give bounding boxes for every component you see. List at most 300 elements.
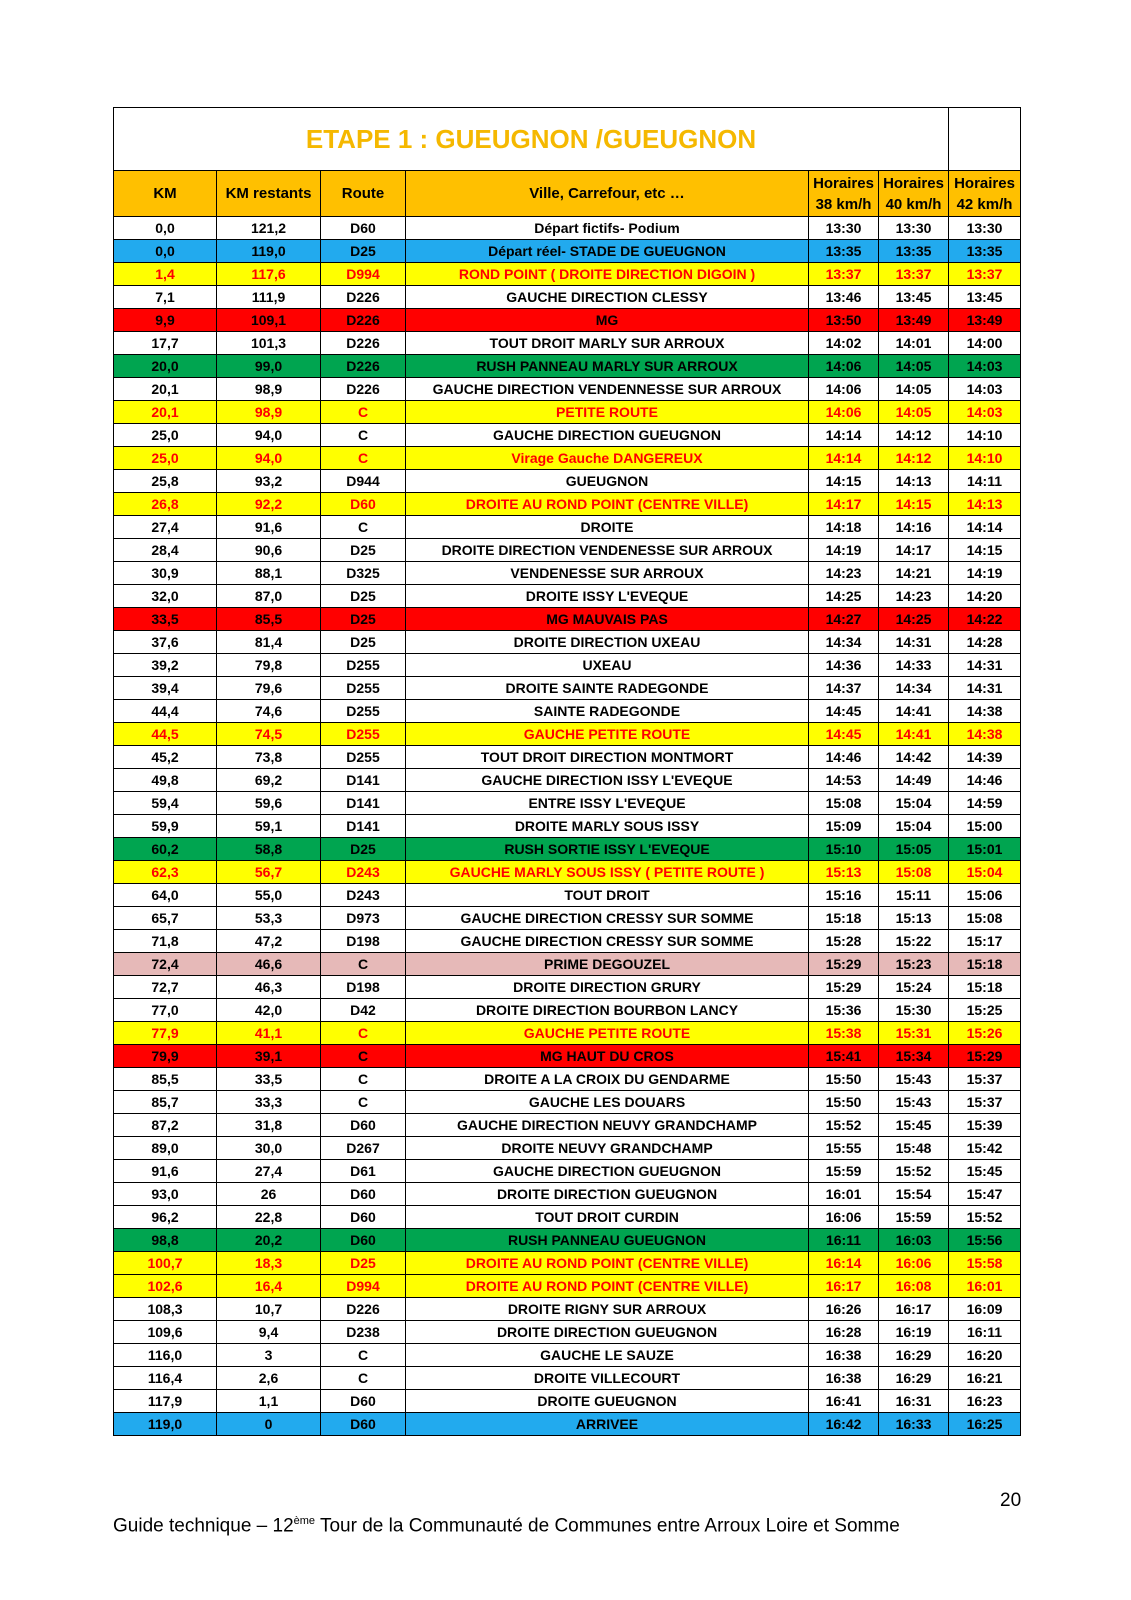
cell-horaire-38: 16:38	[809, 1367, 879, 1390]
cell-horaire-38: 16:28	[809, 1321, 879, 1344]
cell-horaire-42: 14:46	[949, 769, 1021, 792]
cell-km-restants: 91,6	[217, 516, 321, 539]
cell-km: 77,9	[114, 1022, 217, 1045]
cell-horaire-42: 14:38	[949, 700, 1021, 723]
cell-km-restants: 69,2	[217, 769, 321, 792]
cell-route: C	[321, 516, 406, 539]
table-row	[114, 240, 1021, 263]
header-horaires-40-line1: Horaires	[883, 174, 944, 192]
cell-km-restants: 22,8	[217, 1206, 321, 1229]
cell-km: 62,3	[114, 861, 217, 884]
cell-horaire-40: 15:43	[879, 1068, 949, 1091]
cell-horaire-40: 14:42	[879, 746, 949, 769]
cell-km: 7,1	[114, 286, 217, 309]
cell-km-restants: 26	[217, 1183, 321, 1206]
cell-ville: DROITE NEUVY GRANDCHAMP	[406, 1137, 809, 1160]
cell-horaire-42: 16:01	[949, 1275, 1021, 1298]
cell-km-restants: 58,8	[217, 838, 321, 861]
cell-km: 98,8	[114, 1229, 217, 1252]
table-row	[114, 792, 1021, 815]
table-row	[114, 746, 1021, 769]
cell-km-restants: 53,3	[217, 907, 321, 930]
cell-horaire-42: 14:03	[949, 378, 1021, 401]
cell-km-restants: 93,2	[217, 470, 321, 493]
cell-horaire-38: 15:59	[809, 1160, 879, 1183]
table-row	[114, 999, 1021, 1022]
cell-horaire-40: 16:06	[879, 1252, 949, 1275]
cell-horaire-40: 14:21	[879, 562, 949, 585]
table-row	[114, 1137, 1021, 1160]
cell-route: D255	[321, 723, 406, 746]
cell-horaire-40: 15:04	[879, 815, 949, 838]
cell-km: 20,1	[114, 378, 217, 401]
cell-horaire-38: 16:14	[809, 1252, 879, 1275]
cell-horaire-42: 16:23	[949, 1390, 1021, 1413]
cell-route: D25	[321, 838, 406, 861]
cell-route: D255	[321, 700, 406, 723]
cell-horaire-40: 15:22	[879, 930, 949, 953]
cell-route: D255	[321, 746, 406, 769]
cell-ville: RUSH PANNEAU GUEUGNON	[406, 1229, 809, 1252]
cell-km-restants: 1,1	[217, 1390, 321, 1413]
cell-km: 49,8	[114, 769, 217, 792]
table-row	[114, 217, 1021, 240]
cell-km-restants: 16,4	[217, 1275, 321, 1298]
table-row	[114, 1206, 1021, 1229]
cell-horaire-38: 15:10	[809, 838, 879, 861]
cell-horaire-40: 14:05	[879, 378, 949, 401]
cell-horaire-38: 16:17	[809, 1275, 879, 1298]
cell-km: 60,2	[114, 838, 217, 861]
cell-horaire-40: 15:59	[879, 1206, 949, 1229]
cell-horaire-38: 13:35	[809, 240, 879, 263]
table-row	[114, 1367, 1021, 1390]
table-row	[114, 1344, 1021, 1367]
cell-km: 85,5	[114, 1068, 217, 1091]
cell-km-restants: 3	[217, 1344, 321, 1367]
cell-horaire-42: 14:31	[949, 654, 1021, 677]
cell-horaire-38: 14:34	[809, 631, 879, 654]
cell-horaire-40: 16:33	[879, 1413, 949, 1436]
cell-ville: VENDENESSE SUR ARROUX	[406, 562, 809, 585]
cell-horaire-42: 15:08	[949, 907, 1021, 930]
table-row	[114, 631, 1021, 654]
cell-horaire-40: 14:12	[879, 447, 949, 470]
cell-horaire-42: 14:39	[949, 746, 1021, 769]
cell-ville: GAUCHE DIRECTION VENDENNESSE SUR ARROUX	[406, 378, 809, 401]
cell-horaire-38: 14:25	[809, 585, 879, 608]
cell-horaire-40: 14:15	[879, 493, 949, 516]
cell-horaire-40: 15:31	[879, 1022, 949, 1045]
cell-km: 87,2	[114, 1114, 217, 1137]
table-row	[114, 1275, 1021, 1298]
cell-horaire-38: 15:29	[809, 976, 879, 999]
table-row	[114, 1252, 1021, 1275]
table-row	[114, 838, 1021, 861]
cell-horaire-38: 14:45	[809, 723, 879, 746]
cell-ville: RUSH PANNEAU MARLY SUR ARROUX	[406, 355, 809, 378]
cell-horaire-42: 15:26	[949, 1022, 1021, 1045]
cell-horaire-42: 15:56	[949, 1229, 1021, 1252]
cell-ville: TOUT DROIT MARLY SUR ARROUX	[406, 332, 809, 355]
cell-ville: GAUCHE PETITE ROUTE	[406, 1022, 809, 1045]
cell-horaire-38: 16:26	[809, 1298, 879, 1321]
cell-route: C	[321, 953, 406, 976]
cell-km-restants: 73,8	[217, 746, 321, 769]
cell-route: C	[321, 1022, 406, 1045]
cell-ville: DROITE	[406, 516, 809, 539]
table-row	[114, 654, 1021, 677]
cell-horaire-40: 15:11	[879, 884, 949, 907]
cell-ville: ENTRE ISSY L'EVEQUE	[406, 792, 809, 815]
cell-ville: DROITE MARLY SOUS ISSY	[406, 815, 809, 838]
cell-km: 39,2	[114, 654, 217, 677]
cell-horaire-38: 15:29	[809, 953, 879, 976]
cell-horaire-38: 14:23	[809, 562, 879, 585]
cell-km: 20,1	[114, 401, 217, 424]
table-row	[114, 1068, 1021, 1091]
cell-horaire-42: 13:35	[949, 240, 1021, 263]
cell-horaire-38: 16:41	[809, 1390, 879, 1413]
cell-horaire-42: 13:30	[949, 217, 1021, 240]
cell-horaire-40: 14:16	[879, 516, 949, 539]
table-row	[114, 1160, 1021, 1183]
cell-km-restants: 119,0	[217, 240, 321, 263]
cell-route: C	[321, 447, 406, 470]
cell-km: 102,6	[114, 1275, 217, 1298]
cell-horaire-42: 14:15	[949, 539, 1021, 562]
cell-km: 32,0	[114, 585, 217, 608]
cell-horaire-40: 15:30	[879, 999, 949, 1022]
cell-km: 59,9	[114, 815, 217, 838]
table-row	[114, 700, 1021, 723]
cell-ville: GAUCHE LE SAUZE	[406, 1344, 809, 1367]
cell-km-restants: 98,9	[217, 378, 321, 401]
cell-route: C	[321, 424, 406, 447]
cell-route: D60	[321, 1183, 406, 1206]
cell-horaire-38: 14:14	[809, 424, 879, 447]
cell-km-restants: 39,1	[217, 1045, 321, 1068]
cell-horaire-42: 14:11	[949, 470, 1021, 493]
cell-horaire-38: 15:38	[809, 1022, 879, 1045]
table-row	[114, 401, 1021, 424]
cell-km-restants: 121,2	[217, 217, 321, 240]
cell-horaire-38: 14:17	[809, 493, 879, 516]
cell-route: D60	[321, 493, 406, 516]
cell-km: 96,2	[114, 1206, 217, 1229]
cell-ville: MG	[406, 309, 809, 332]
cell-horaire-38: 15:13	[809, 861, 879, 884]
cell-horaire-42: 15:45	[949, 1160, 1021, 1183]
cell-km-restants: 2,6	[217, 1367, 321, 1390]
cell-route: D61	[321, 1160, 406, 1183]
table-row	[114, 608, 1021, 631]
cell-km-restants: 94,0	[217, 447, 321, 470]
cell-km-restants: 90,6	[217, 539, 321, 562]
cell-km-restants: 74,5	[217, 723, 321, 746]
cell-route: D141	[321, 769, 406, 792]
header-horaires-40-line2: 40 km/h	[885, 195, 942, 213]
table-row	[114, 1413, 1021, 1436]
cell-horaire-42: 15:17	[949, 930, 1021, 953]
cell-route: D60	[321, 1206, 406, 1229]
cell-km: 72,7	[114, 976, 217, 999]
table-row	[114, 263, 1021, 286]
cell-km: 44,5	[114, 723, 217, 746]
cell-km-restants: 27,4	[217, 1160, 321, 1183]
cell-ville: DROITE AU ROND POINT (CENTRE VILLE)	[406, 1252, 809, 1275]
cell-km-restants: 99,0	[217, 355, 321, 378]
header-ville: Ville, Carrefour, etc …	[406, 171, 809, 217]
cell-horaire-42: 14:10	[949, 424, 1021, 447]
cell-route: D226	[321, 378, 406, 401]
cell-ville: GAUCHE DIRECTION CLESSY	[406, 286, 809, 309]
cell-km: 65,7	[114, 907, 217, 930]
cell-ville: DROITE ISSY L'EVEQUE	[406, 585, 809, 608]
table-row	[114, 1298, 1021, 1321]
cell-route: D994	[321, 263, 406, 286]
cell-ville: GUEUGNON	[406, 470, 809, 493]
cell-km-restants: 46,3	[217, 976, 321, 999]
cell-horaire-42: 15:01	[949, 838, 1021, 861]
cell-horaire-38: 16:11	[809, 1229, 879, 1252]
table-row	[114, 861, 1021, 884]
cell-horaire-42: 14:10	[949, 447, 1021, 470]
cell-km-restants: 9,4	[217, 1321, 321, 1344]
cell-horaire-40: 15:54	[879, 1183, 949, 1206]
route-table	[113, 107, 1021, 1436]
cell-horaire-40: 15:34	[879, 1045, 949, 1068]
cell-km: 64,0	[114, 884, 217, 907]
cell-horaire-38: 15:09	[809, 815, 879, 838]
cell-horaire-40: 14:23	[879, 585, 949, 608]
cell-km: 119,0	[114, 1413, 217, 1436]
cell-km-restants: 87,0	[217, 585, 321, 608]
cell-ville: DROITE DIRECTION GUEUGNON	[406, 1183, 809, 1206]
cell-route: D198	[321, 976, 406, 999]
cell-km: 33,5	[114, 608, 217, 631]
cell-route: D226	[321, 309, 406, 332]
cell-horaire-38: 15:16	[809, 884, 879, 907]
cell-horaire-40: 16:08	[879, 1275, 949, 1298]
cell-km-restants: 42,0	[217, 999, 321, 1022]
cell-ville: DROITE A LA CROIX DU GENDARME	[406, 1068, 809, 1091]
page-number: 20	[1000, 1490, 1022, 1511]
table-row	[114, 286, 1021, 309]
cell-horaire-42: 16:09	[949, 1298, 1021, 1321]
cell-horaire-38: 16:42	[809, 1413, 879, 1436]
cell-km: 100,7	[114, 1252, 217, 1275]
cell-ville: MG HAUT DU CROS	[406, 1045, 809, 1068]
cell-route: C	[321, 1045, 406, 1068]
cell-ville: PETITE ROUTE	[406, 401, 809, 424]
cell-horaire-40: 15:48	[879, 1137, 949, 1160]
cell-route: D25	[321, 240, 406, 263]
cell-horaire-42: 14:59	[949, 792, 1021, 815]
cell-ville: DROITE RIGNY SUR ARROUX	[406, 1298, 809, 1321]
cell-km: 109,6	[114, 1321, 217, 1344]
cell-horaire-42: 16:21	[949, 1367, 1021, 1390]
table-row	[114, 447, 1021, 470]
cell-route: D226	[321, 332, 406, 355]
table-row	[114, 907, 1021, 930]
cell-km-restants: 55,0	[217, 884, 321, 907]
cell-horaire-38: 15:18	[809, 907, 879, 930]
cell-km: 0,0	[114, 240, 217, 263]
cell-km-restants: 117,6	[217, 263, 321, 286]
cell-km-restants: 41,1	[217, 1022, 321, 1045]
cell-horaire-40: 14:31	[879, 631, 949, 654]
cell-horaire-38: 14:14	[809, 447, 879, 470]
cell-horaire-38: 14:19	[809, 539, 879, 562]
cell-km: 28,4	[114, 539, 217, 562]
cell-ville: GAUCHE DIRECTION CRESSY SUR SOMME	[406, 930, 809, 953]
table-row	[114, 585, 1021, 608]
table-row	[114, 562, 1021, 585]
cell-route: C	[321, 1068, 406, 1091]
cell-horaire-40: 14:05	[879, 355, 949, 378]
cell-ville: GAUCHE DIRECTION GUEUGNON	[406, 424, 809, 447]
cell-horaire-40: 16:31	[879, 1390, 949, 1413]
cell-horaire-40: 15:23	[879, 953, 949, 976]
cell-horaire-38: 14:45	[809, 700, 879, 723]
cell-ville: ROND POINT ( DROITE DIRECTION DIGOIN )	[406, 263, 809, 286]
cell-km-restants: 10,7	[217, 1298, 321, 1321]
table-row	[114, 884, 1021, 907]
cell-horaire-40: 14:34	[879, 677, 949, 700]
cell-ville: DROITE SAINTE RADEGONDE	[406, 677, 809, 700]
table-row	[114, 1091, 1021, 1114]
cell-km-restants: 33,3	[217, 1091, 321, 1114]
cell-horaire-42: 15:00	[949, 815, 1021, 838]
cell-horaire-42: 15:47	[949, 1183, 1021, 1206]
table-row	[114, 1229, 1021, 1252]
cell-km-restants: 94,0	[217, 424, 321, 447]
cell-route: D243	[321, 861, 406, 884]
cell-horaire-38: 16:01	[809, 1183, 879, 1206]
cell-route: D25	[321, 1252, 406, 1275]
cell-ville: DROITE DIRECTION VENDENESSE SUR ARROUX	[406, 539, 809, 562]
cell-km-restants: 88,1	[217, 562, 321, 585]
header-km: KM	[114, 171, 217, 217]
cell-horaire-42: 14:14	[949, 516, 1021, 539]
cell-route: D267	[321, 1137, 406, 1160]
cell-route: D226	[321, 286, 406, 309]
cell-route: D944	[321, 470, 406, 493]
cell-km: 79,9	[114, 1045, 217, 1068]
table-row	[114, 516, 1021, 539]
cell-horaire-38: 14:06	[809, 355, 879, 378]
cell-ville: RUSH SORTIE ISSY L'EVEQUE	[406, 838, 809, 861]
cell-horaire-42: 14:20	[949, 585, 1021, 608]
cell-horaire-38: 14:06	[809, 378, 879, 401]
cell-horaire-40: 15:43	[879, 1091, 949, 1114]
cell-horaire-40: 14:25	[879, 608, 949, 631]
table-row	[114, 677, 1021, 700]
header-horaires-38-line1: Horaires	[813, 174, 874, 192]
cell-horaire-38: 15:36	[809, 999, 879, 1022]
cell-ville: GAUCHE DIRECTION GUEUGNON	[406, 1160, 809, 1183]
cell-horaire-40: 13:30	[879, 217, 949, 240]
cell-horaire-40: 13:45	[879, 286, 949, 309]
footer-superscript: ème	[293, 1515, 316, 1527]
cell-km-restants: 46,6	[217, 953, 321, 976]
header-row	[114, 171, 1021, 217]
cell-km: 45,2	[114, 746, 217, 769]
table-row	[114, 1114, 1021, 1137]
cell-km: 116,0	[114, 1344, 217, 1367]
table-row	[114, 769, 1021, 792]
cell-horaire-42: 14:19	[949, 562, 1021, 585]
cell-km: 89,0	[114, 1137, 217, 1160]
cell-ville: DROITE DIRECTION GRURY	[406, 976, 809, 999]
cell-horaire-42: 14:00	[949, 332, 1021, 355]
cell-km-restants: 56,7	[217, 861, 321, 884]
cell-km-restants: 74,6	[217, 700, 321, 723]
cell-route: C	[321, 1091, 406, 1114]
table-row	[114, 378, 1021, 401]
cell-horaire-42: 15:06	[949, 884, 1021, 907]
cell-horaire-40: 15:04	[879, 792, 949, 815]
cell-route: D25	[321, 608, 406, 631]
cell-km: 93,0	[114, 1183, 217, 1206]
cell-km: 9,9	[114, 309, 217, 332]
cell-km: 85,7	[114, 1091, 217, 1114]
cell-horaire-40: 15:05	[879, 838, 949, 861]
cell-route: D238	[321, 1321, 406, 1344]
cell-km-restants: 79,8	[217, 654, 321, 677]
cell-route: D60	[321, 1229, 406, 1252]
cell-horaire-42: 14:13	[949, 493, 1021, 516]
cell-route: D141	[321, 792, 406, 815]
cell-km: 108,3	[114, 1298, 217, 1321]
cell-horaire-40: 13:49	[879, 309, 949, 332]
cell-horaire-40: 14:12	[879, 424, 949, 447]
cell-horaire-38: 14:02	[809, 332, 879, 355]
footer-prefix: Guide technique – 12	[113, 1515, 294, 1537]
cell-km: 39,4	[114, 677, 217, 700]
header-km-restants: KM restants	[217, 171, 321, 217]
footer-suffix: Tour de la Communauté de Communes entre Arroux Loire et Somme	[315, 1515, 900, 1537]
cell-km-restants: 101,3	[217, 332, 321, 355]
cell-horaire-42: 16:25	[949, 1413, 1021, 1436]
cell-km: 26,8	[114, 493, 217, 516]
cell-horaire-38: 16:06	[809, 1206, 879, 1229]
cell-horaire-38: 14:53	[809, 769, 879, 792]
cell-ville: Virage Gauche DANGEREUX	[406, 447, 809, 470]
title-row	[114, 108, 1021, 171]
cell-km-restants: 109,1	[217, 309, 321, 332]
cell-horaire-38: 14:06	[809, 401, 879, 424]
cell-route: D60	[321, 1413, 406, 1436]
cell-horaire-38: 15:08	[809, 792, 879, 815]
cell-ville: GAUCHE PETITE ROUTE	[406, 723, 809, 746]
cell-horaire-38: 14:36	[809, 654, 879, 677]
cell-horaire-40: 15:24	[879, 976, 949, 999]
cell-horaire-42: 15:39	[949, 1114, 1021, 1137]
cell-km: 44,4	[114, 700, 217, 723]
cell-horaire-38: 15:50	[809, 1068, 879, 1091]
cell-km-restants: 79,6	[217, 677, 321, 700]
table-row	[114, 723, 1021, 746]
header-route: Route	[321, 171, 406, 217]
cell-km-restants: 30,0	[217, 1137, 321, 1160]
cell-km: 117,9	[114, 1390, 217, 1413]
cell-horaire-42: 15:18	[949, 976, 1021, 999]
cell-ville: Départ fictifs- Podium	[406, 217, 809, 240]
cell-horaire-40: 14:01	[879, 332, 949, 355]
cell-horaire-40: 16:29	[879, 1344, 949, 1367]
